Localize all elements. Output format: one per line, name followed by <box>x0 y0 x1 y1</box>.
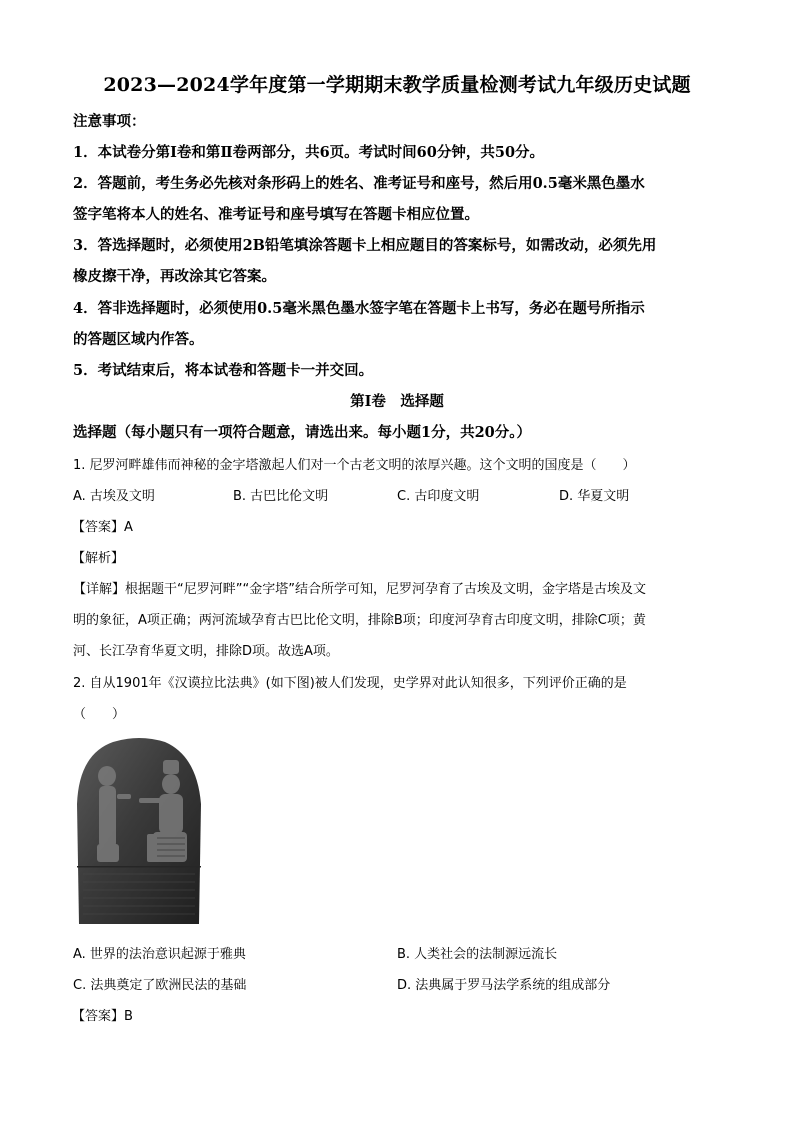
question-2-option-c: C. 法典奠定了欧洲民法的基础 <box>73 978 247 993</box>
notice-line-3: 签字笔将本人的姓名、准考证号和座号填写在答题卡相应位置。 <box>73 206 479 223</box>
question-2-option-d: D. 法典属于罗马法学系统的组成部分 <box>397 978 611 993</box>
notice-line-8: 5．考试结束后，将本试卷和答题卡一并交回。 <box>73 362 374 379</box>
question-1-detail-line-2: 明的象征，A项正确；两河流域孕育古巴比伦文明，排除B项；印度河孕育古印度文明，排除C项；黄 <box>73 613 646 628</box>
notice-heading: 注意事项： <box>73 113 146 130</box>
question-1-option-c: C. 古印度文明 <box>397 489 480 504</box>
section-title: 第Ⅰ卷 选择题 <box>350 393 444 410</box>
section-instruction: 选择题（每小题只有一项符合题意，请选出来。每小题1分，共20分。） <box>73 424 532 441</box>
question-1-stem: 1. 尼罗河畔雄伟而神秘的金字塔激起人们对一个古老文明的浓厚兴趣。这个文明的国度是（ ） <box>73 458 636 473</box>
question-1-answer: 【答案】A <box>72 520 133 535</box>
notice-line-6: 4．答非选择题时，必须使用0.5毫米黑色墨水签字笔在答题卡上书写，务必在题号所指示 <box>73 300 645 317</box>
page-title: 2023—2024学年度第一学期期末教学质量检测考试九年级历史试题 <box>103 74 691 96</box>
question-2-stem-line-2: （ ） <box>73 707 126 722</box>
question-2-option-b: B. 人类社会的法制源远流长 <box>397 947 558 962</box>
question-1-detail-line-3: 河、长江孕育华夏文明，排除D项。故选A项。 <box>73 644 339 659</box>
question-1-detail-line-1: 【详解】根据题干“尼罗河畔”“金字塔”结合所学可知，尼罗河孕育了古埃及文明，金字塔是古埃及文 <box>73 582 646 597</box>
question-2-answer: 【答案】B <box>72 1009 133 1024</box>
notice-line-4: 3．答选择题时，必须使用2B铅笔填涂答题卡上相应题目的答案标号，如需改动，必须先用 <box>73 237 657 254</box>
notice-line-7: 的答题区域内作答。 <box>73 331 204 348</box>
notice-line-5: 橡皮擦干净，再改涂其它答案。 <box>73 268 276 285</box>
question-1-option-d: D. 华夏文明 <box>559 489 630 504</box>
question-1-analysis-label: 【解析】 <box>72 551 125 566</box>
notice-line-2: 2．答题前，考生务必先核对条形码上的姓名、准考证号和座号，然后用0.5毫米黑色墨水 <box>73 175 645 192</box>
question-2-option-a: A. 世界的法治意识起源于雅典 <box>73 947 246 962</box>
question-1-option-a: A. 古埃及文明 <box>73 489 155 504</box>
question-2-stem-line-1: 2. 自从1901年《汉谟拉比法典》(如下图)被人们发现，史学界对此认知很多，下列评价正确的是 <box>73 676 627 691</box>
hammurabi-stele-photo <box>73 734 205 924</box>
question-1-option-b: B. 古巴比伦文明 <box>233 489 329 504</box>
notice-line-1: 1．本试卷分第Ⅰ卷和第Ⅱ卷两部分，共6页。考试时间60分钟，共50分。 <box>73 144 545 161</box>
